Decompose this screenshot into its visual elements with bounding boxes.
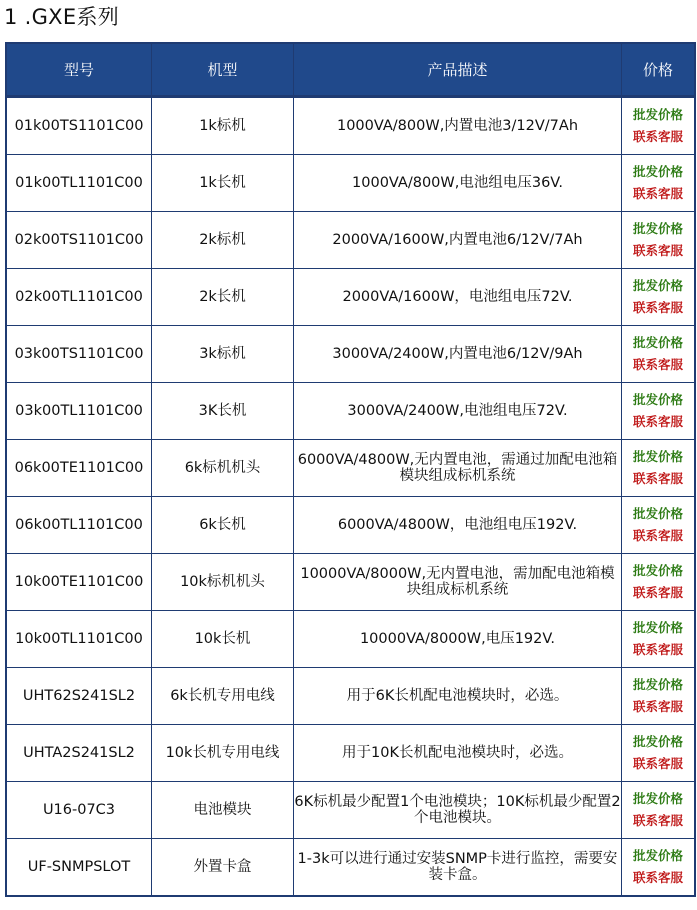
price-cell	[622, 269, 694, 326]
model-no-cell: 06k00TL1101C00	[7, 497, 152, 554]
description-cell: 6K标机最少配置1个电池模块；10K标机最少配置2个电池模块。	[294, 782, 622, 839]
header-model-no: 型号	[7, 44, 152, 98]
model-cell: 3k标机	[152, 326, 294, 383]
header-model: 机型	[152, 44, 294, 98]
description-cell: 2000VA/1600W，电池组电压72V.	[294, 269, 622, 326]
description-cell: 3000VA/2400W,内置电池6/12V/9Ah	[294, 326, 622, 383]
model-cell: 2k标机	[152, 212, 294, 269]
description-cell: 6000VA/4800W,无内置电池，需通过加配电池箱模块组成标机系统	[294, 440, 622, 497]
model-no-cell: 10k00TE1101C00	[7, 554, 152, 611]
contact-service-link[interactable]: 联系客服	[632, 243, 683, 258]
price-cell	[622, 155, 694, 212]
model-cell: 1k长机	[152, 155, 294, 212]
table-header-row	[7, 44, 694, 98]
table-row	[7, 155, 694, 212]
wholesale-price-link[interactable]: 批发价格	[632, 335, 683, 350]
table-row	[7, 98, 694, 155]
table-row	[7, 782, 694, 839]
model-cell: 6k长机专用电线	[152, 668, 294, 725]
price-cell	[622, 839, 694, 895]
model-no-cell: UHTA2S241SL2	[7, 725, 152, 782]
contact-service-link[interactable]: 联系客服	[632, 699, 683, 714]
contact-service-link[interactable]: 联系客服	[632, 585, 683, 600]
wholesale-price-link[interactable]: 批发价格	[632, 563, 683, 578]
price-cell	[622, 440, 694, 497]
model-cell: 1k标机	[152, 98, 294, 155]
table-row	[7, 611, 694, 668]
wholesale-price-link[interactable]: 批发价格	[632, 677, 683, 692]
description-cell: 用于10K长机配电池模块时，必选。	[294, 725, 622, 782]
contact-service-link[interactable]: 联系客服	[632, 813, 683, 828]
model-no-cell: U16-07C3	[7, 782, 152, 839]
contact-service-link[interactable]: 联系客服	[632, 870, 683, 885]
table-row	[7, 668, 694, 725]
price-cell	[622, 668, 694, 725]
contact-service-link[interactable]: 联系客服	[632, 186, 683, 201]
table-row	[7, 440, 694, 497]
wholesale-price-link[interactable]: 批发价格	[632, 164, 683, 179]
contact-service-link[interactable]: 联系客服	[632, 414, 683, 429]
model-no-cell: UHT62S241SL2	[7, 668, 152, 725]
wholesale-price-link[interactable]: 批发价格	[632, 392, 683, 407]
description-cell: 1000VA/800W,内置电池3/12V/7Ah	[294, 98, 622, 155]
model-cell: 10k长机	[152, 611, 294, 668]
model-cell: 10k标机机头	[152, 554, 294, 611]
table-row	[7, 269, 694, 326]
price-cell	[622, 554, 694, 611]
model-no-cell: 01k00TL1101C00	[7, 155, 152, 212]
table-row	[7, 497, 694, 554]
description-cell: 10000VA/8000W,无内置电池，需加配电池箱模块组成标机系统	[294, 554, 622, 611]
contact-service-link[interactable]: 联系客服	[632, 129, 683, 144]
model-cell: 6k标机机头	[152, 440, 294, 497]
description-cell: 10000VA/8000W,电压192V.	[294, 611, 622, 668]
table-row	[7, 326, 694, 383]
model-no-cell: UF-SNMPSLOT	[7, 839, 152, 895]
contact-service-link[interactable]: 联系客服	[632, 300, 683, 315]
description-cell: 3000VA/2400W,电池组电压72V.	[294, 383, 622, 440]
description-cell: 2000VA/1600W,内置电池6/12V/7Ah	[294, 212, 622, 269]
model-no-cell: 02k00TS1101C00	[7, 212, 152, 269]
header-description: 产品描述	[294, 44, 622, 98]
product-table	[5, 42, 696, 897]
description-cell: 用于6K长机配电池模块时，必选。	[294, 668, 622, 725]
wholesale-price-link[interactable]: 批发价格	[632, 848, 683, 863]
contact-service-link[interactable]: 联系客服	[632, 357, 683, 372]
contact-service-link[interactable]: 联系客服	[632, 528, 683, 543]
model-no-cell: 03k00TS1101C00	[7, 326, 152, 383]
model-cell: 外置卡盒	[152, 839, 294, 895]
price-cell	[622, 782, 694, 839]
model-cell: 6k长机	[152, 497, 294, 554]
model-cell: 3K长机	[152, 383, 294, 440]
table-row	[7, 212, 694, 269]
model-no-cell: 03k00TL1101C00	[7, 383, 152, 440]
description-cell: 6000VA/4800W，电池组电压192V.	[294, 497, 622, 554]
model-no-cell: 06k00TE1101C00	[7, 440, 152, 497]
price-cell	[622, 611, 694, 668]
wholesale-price-link[interactable]: 批发价格	[632, 221, 683, 236]
price-cell	[622, 212, 694, 269]
model-cell: 10k长机专用电线	[152, 725, 294, 782]
model-no-cell: 10k00TL1101C00	[7, 611, 152, 668]
contact-service-link[interactable]: 联系客服	[632, 471, 683, 486]
page-title: 1 .GXE系列	[4, 5, 120, 29]
contact-service-link[interactable]: 联系客服	[632, 756, 683, 771]
table-row	[7, 725, 694, 782]
wholesale-price-link[interactable]: 批发价格	[632, 620, 683, 635]
description-cell: 1-3k可以进行通过安装SNMP卡进行监控，需要安装卡盒。	[294, 839, 622, 895]
table-row	[7, 554, 694, 611]
model-cell: 2k长机	[152, 269, 294, 326]
wholesale-price-link[interactable]: 批发价格	[632, 734, 683, 749]
wholesale-price-link[interactable]: 批发价格	[632, 449, 683, 464]
wholesale-price-link[interactable]: 批发价格	[632, 278, 683, 293]
description-cell: 1000VA/800W,电池组电压36V.	[294, 155, 622, 212]
model-no-cell: 02k00TL1101C00	[7, 269, 152, 326]
model-no-cell: 01k00TS1101C00	[7, 98, 152, 155]
price-cell	[622, 98, 694, 155]
price-cell	[622, 383, 694, 440]
wholesale-price-link[interactable]: 批发价格	[632, 107, 683, 122]
contact-service-link[interactable]: 联系客服	[632, 642, 683, 657]
wholesale-price-link[interactable]: 批发价格	[632, 791, 683, 806]
table-row	[7, 383, 694, 440]
header-price: 价格	[622, 44, 694, 98]
table-row	[7, 839, 694, 895]
price-cell	[622, 326, 694, 383]
wholesale-price-link[interactable]: 批发价格	[632, 506, 683, 521]
model-cell: 电池模块	[152, 782, 294, 839]
price-cell	[622, 497, 694, 554]
price-cell	[622, 725, 694, 782]
